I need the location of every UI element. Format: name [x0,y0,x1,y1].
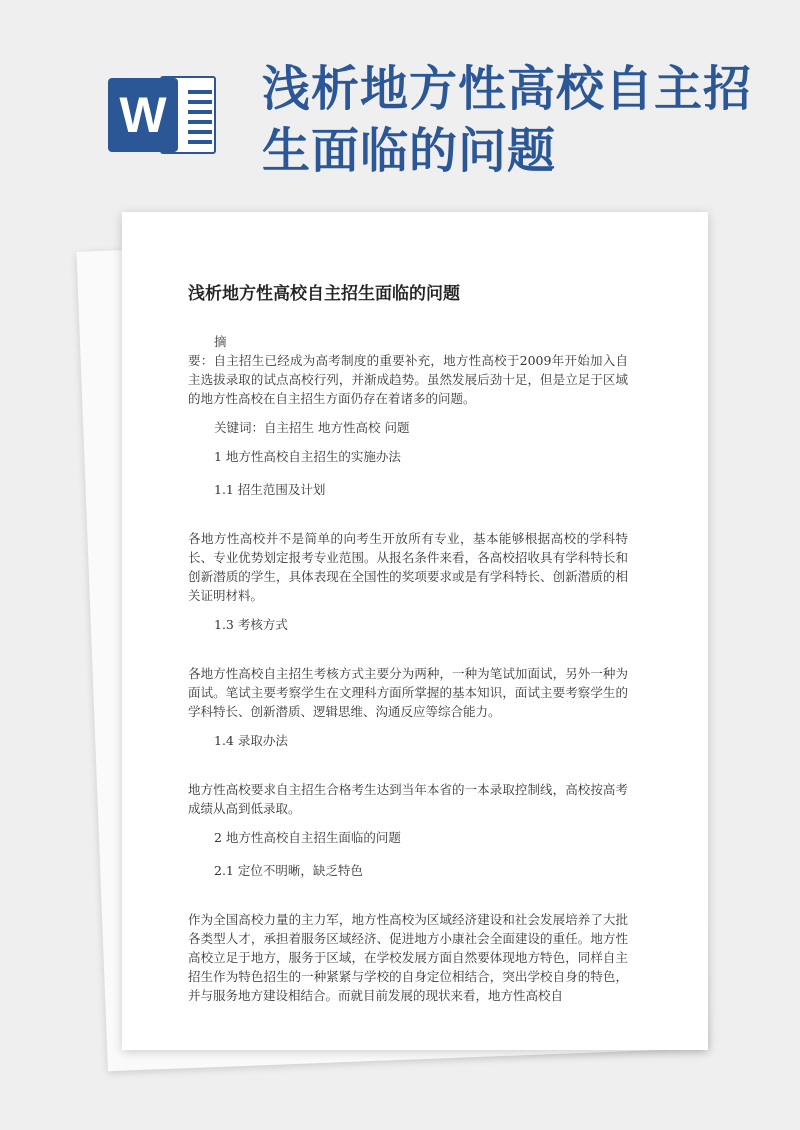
page-title: 浅析地方性高校自主招生面临的问题 [262,61,753,179]
section-heading: 1.1 招生范围及计划 [214,482,326,497]
section-body: 各地方性高校自主招生考核方式主要分为两种，一种为笔试加面试，另外一种为面试。笔试主要考察学生在文理科方面所掌握的基本知识，面试主要考察学生的学科特长、创新潜质、逻辑思维、沟通反应等综合能力。 [188,666,628,719]
section-heading: 1.4 录取办法 [214,733,288,748]
section-body: 地方性高校要求自主招生合格考生达到当年本省的一本录取控制线，高校按高考成绩从高到低录取。 [188,782,628,816]
section-heading: 1.3 考核方式 [214,617,288,632]
abstract-label: 摘 [214,334,227,349]
word-app-icon [108,72,220,158]
document-title: 浅析地方性高校自主招生面临的问题 [188,284,460,304]
document-page [122,212,708,1050]
section-heading: 2 地方性高校自主招生面临的问题 [214,830,401,845]
keywords: 关键词：自主招生 地方性高校 问题 [214,420,410,435]
section-body: 作为全国高校力量的主力军，地方性高校为区域经济建设和社会发展培养了大批各类型人才，承担着服务区域经济、促进地方小康社会全面建设的重任。地方性高校立足于地方，服务于区域，在学校发展方面自然要体现地方特色，同样自主招生作为特色招生的一种紧紧与学校的自身定位相结合，突出学校自身的特色，并与服务地方建设相结合。而就目前发展的现状来看，地方性高校自 [188,912,628,1003]
section-heading: 2.1 定位不明晰，缺乏特色 [214,863,363,878]
document-content [188,282,628,1005]
section-body: 各地方性高校并不是简单的向考生开放所有专业，基本能够根据高校的学科特长、专业优势划定报考专业范围。从报名条件来看，各高校招收具有学科特长和创新潜质的学生，具体表现在全国性的奖项要求或是有学科特长、创新潜质的相关证明材料。 [188,531,628,603]
section-heading: 1 地方性高校自主招生的实施办法 [214,449,401,464]
word-letter-badge: W [108,78,178,152]
abstract-text: 要：自主招生已经成为高考制度的重要补充，地方性高校于2009年开始加入自主选拔录取的试点高校行列，并渐成趋势。虽然发展后劲十足，但是立足于区域的地方性高校在自主招生方面仍存在着诸多的问题。 [188,353,628,406]
